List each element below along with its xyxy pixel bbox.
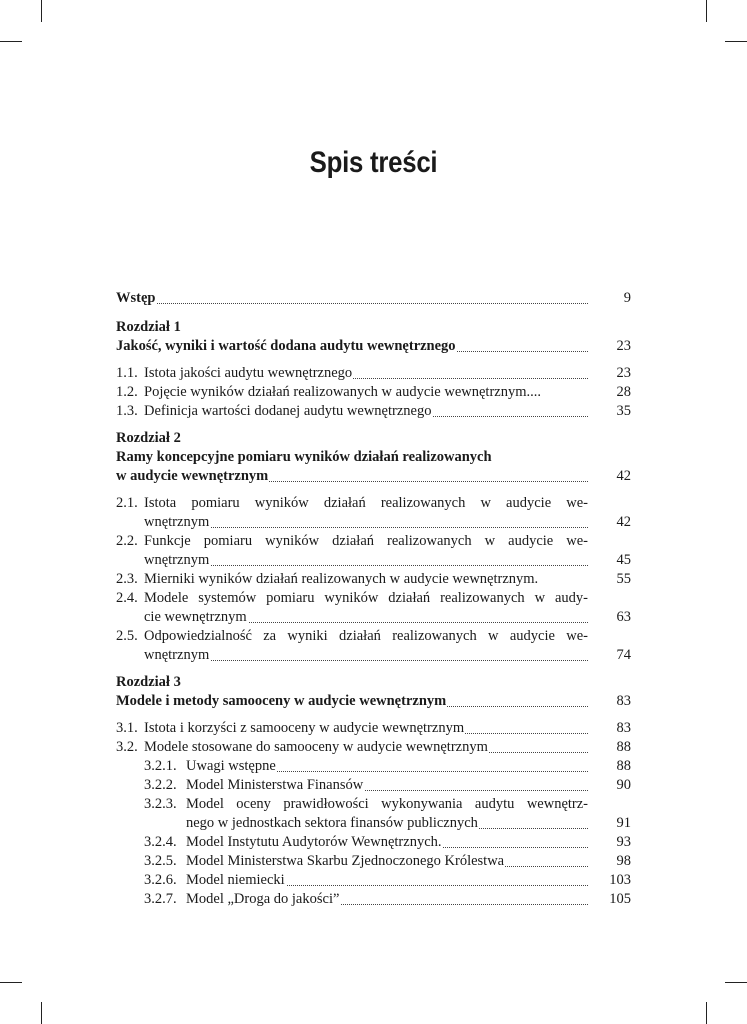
toc-entry-line: 2.4. Modele systemów pomiaru wyników działań realizowanych w audy- <box>116 590 588 606</box>
page-number: 55 <box>616 571 631 587</box>
page-number: 93 <box>616 834 631 850</box>
page-number: 23 <box>616 338 631 354</box>
page-number: 28 <box>616 384 631 400</box>
toc-subentry[interactable]: 3.2.2. Model Ministerstwa Finansów 90 <box>144 777 631 793</box>
toc-entry[interactable]: 2.3. Mierniki wyników działań realizowanych w audycie wewnętrznym. 55 <box>116 571 631 587</box>
chapter-heading: Rozdział 3 <box>116 674 181 690</box>
crop-mark <box>725 41 747 42</box>
toc-entry-line: 2.5. Odpowiedzialność za wyniki działań realizowanych w audycie we- <box>116 628 588 644</box>
toc-subentry[interactable]: 3.2.5. Model Ministerstwa Skarbu Zjednoczonego Królestwa 98 <box>144 853 631 869</box>
page-number: 74 <box>616 647 631 663</box>
chapter-heading: Rozdział 1 <box>116 319 181 335</box>
page-number: 83 <box>616 720 631 736</box>
page-number: 90 <box>616 777 631 793</box>
toc-entry[interactable]: 1.2. Pojęcie wyników działań realizowanych w audycie wewnętrznym.... 28 <box>116 384 631 400</box>
page-number: 9 <box>623 290 631 306</box>
page-number: 23 <box>616 365 631 381</box>
crop-mark <box>725 982 747 983</box>
chapter-title-line: Ramy koncepcyjne pomiaru wyników działań realizowanych <box>116 449 492 465</box>
toc-subentry-line: 3.2.3. Model oceny prawidłowości wykonywania audytu wewnętrz- <box>144 796 588 812</box>
crop-mark <box>41 0 42 22</box>
toc-entry-chapter-3[interactable]: Modele i metody samooceny w audycie wewnętrznym 83 <box>116 693 631 709</box>
page-title: Spis treści <box>309 146 438 179</box>
crop-mark <box>706 1002 707 1024</box>
crop-mark <box>41 1002 42 1024</box>
page-number: 88 <box>616 739 631 755</box>
page-number: 98 <box>616 853 631 869</box>
toc-subentry[interactable]: 3.2.4. Model Instytutu Audytorów Wewnętrznych. 93 <box>144 834 631 850</box>
toc-subentry[interactable]: 3.2.1. Uwagi wstępne 88 <box>144 758 631 774</box>
page-number: 103 <box>609 872 631 888</box>
chapter-heading: Rozdział 2 <box>116 430 181 446</box>
page-number: 45 <box>616 552 631 568</box>
crop-mark <box>0 982 22 983</box>
toc-entry[interactable]: 3.2. Modele stosowane do samooceny w audycie wewnętrznym 88 <box>116 739 631 755</box>
toc-subentry[interactable]: nego w jednostkach sektora finansów publicznych 91 <box>186 815 631 831</box>
toc-entry[interactable]: 1.1. Istota jakości audytu wewnętrznego 23 <box>116 365 631 381</box>
crop-mark <box>706 0 707 22</box>
toc-entry[interactable]: 1.3. Definicja wartości dodanej audytu wewnętrznego 35 <box>116 403 631 419</box>
page-number: 42 <box>616 468 631 484</box>
page-number: 63 <box>616 609 631 625</box>
toc-entry-wstep[interactable]: Wstęp 9 <box>116 290 631 306</box>
toc-entry[interactable]: 3.1. Istota i korzyści z samooceny w audycie wewnętrznym 83 <box>116 720 631 736</box>
page-number: 88 <box>616 758 631 774</box>
toc-entry-line: 2.1. Istota pomiaru wyników działań realizowanych w audycie we- <box>116 495 588 511</box>
page-number: 83 <box>616 693 631 709</box>
table-of-contents <box>116 289 631 909</box>
page-number: 105 <box>609 891 631 907</box>
crop-mark <box>0 41 22 42</box>
toc-entry[interactable]: wnętrznym 45 <box>144 552 631 568</box>
toc-subentry[interactable]: 3.2.7. Model „Droga do jakości” 105 <box>144 891 631 907</box>
toc-subentry[interactable]: 3.2.6. Model niemiecki 103 <box>144 872 631 888</box>
page-number: 91 <box>616 815 631 831</box>
toc-entry[interactable]: wnętrznym 42 <box>144 514 631 530</box>
toc-entry[interactable]: wnętrznym 74 <box>144 647 631 663</box>
toc-entry-line: 2.2. Funkcje pomiaru wyników działań realizowanych w audycie we- <box>116 533 588 549</box>
toc-entry[interactable]: cie wewnętrznym 63 <box>144 609 631 625</box>
page-number: 42 <box>616 514 631 530</box>
toc-entry-chapter-1[interactable]: Jakość, wyniki i wartość dodana audytu wewnętrznego 23 <box>116 338 631 354</box>
toc-entry-chapter-2[interactable]: w audycie wewnętrznym 42 <box>116 468 631 484</box>
page-number: 35 <box>616 403 631 419</box>
